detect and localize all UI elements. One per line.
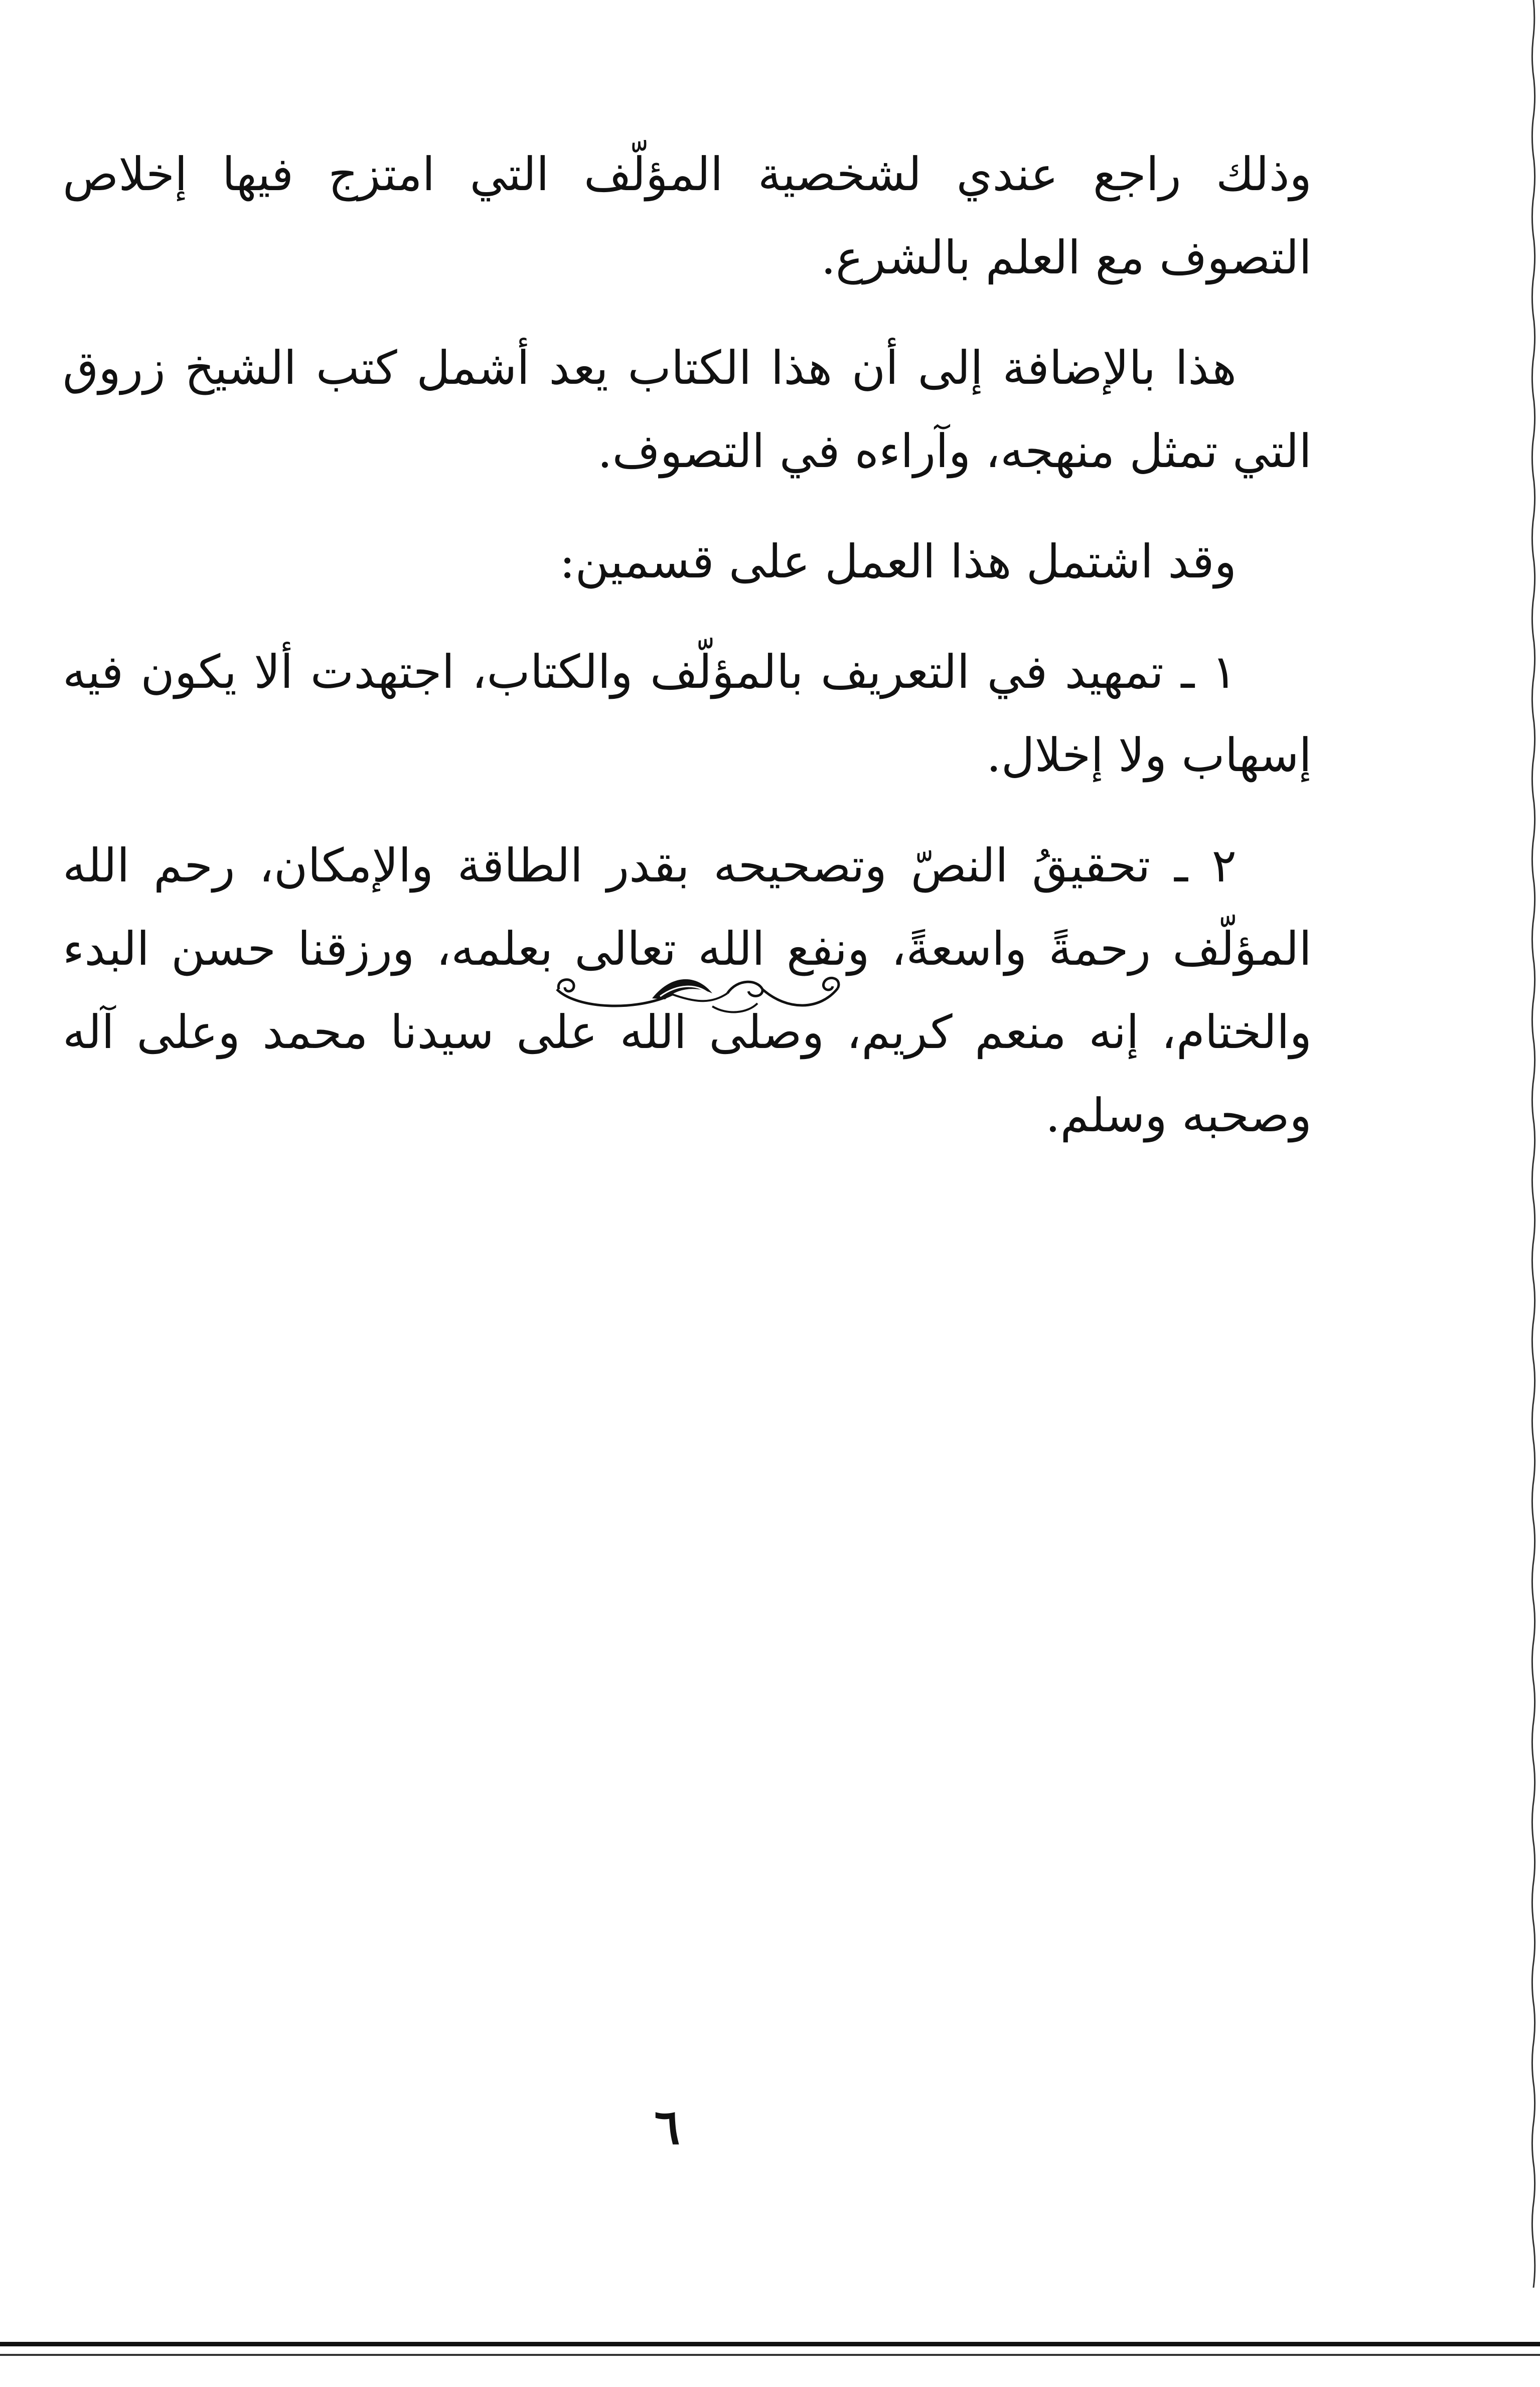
- body-text: [63, 133, 1312, 1184]
- page-number: ٦: [654, 2099, 680, 2155]
- page-edge-border: [1530, 0, 1537, 2288]
- paragraph-intro-continuation: وذلك راجع عندي لشخصية المؤلّف التي امتزج فيها إخلاص التصوف مع العلم بالشرع.: [63, 147, 1312, 284]
- footer-rule-thin: [0, 2354, 1540, 2356]
- footer-rule-thick: [0, 2342, 1540, 2346]
- decorative-flourish-icon: [547, 963, 848, 1023]
- list-item-part-one: ١ ـ تمهيد في التعريف بالمؤلّف والكتاب، اجتهدت ألا يكون فيه إسهاب ولا إخلال.: [63, 645, 1312, 782]
- paragraph-work-parts: وقد اشتمل هذا العمل على قسمين:: [559, 535, 1237, 588]
- list-item-part-two: ٢ ـ تحقيقُ النصّ وتصحيحه بقدر الطاقة والإمكان، رحم الله المؤلّف رحمةً واسعةً، ونفع الله تعالى بعلمه، ورزقنا حسن البدء والختام، إنه منعم كريم، وصلى الله على سيدنا محمد وعلى آله وصحبه وسلم.: [63, 839, 1312, 1142]
- paragraph-book-scope: هذا بالإضافة إلى أن هذا الكتاب يعد أشمل كتب الشيخ زروق التي تمثل منهجه، وآراءه في التصوف.: [63, 341, 1312, 478]
